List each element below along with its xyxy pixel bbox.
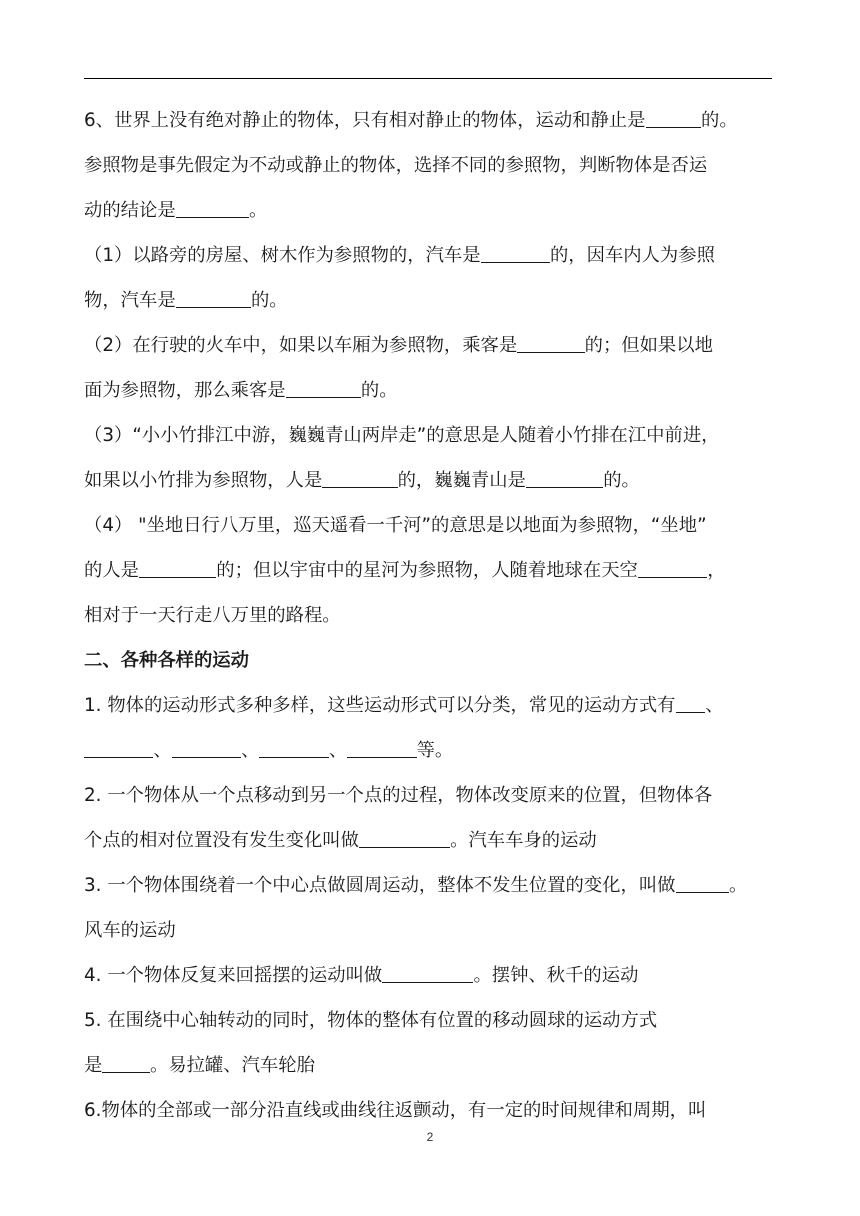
text-segment: （1）以路旁的房屋、树木作为参照物的，汽车是 [84,245,481,266]
text-line [84,908,780,953]
answer-blank [359,829,450,848]
answer-blank [176,289,251,308]
text-line [84,548,780,593]
text-segment: 的，巍巍青山是 [397,470,526,491]
text-line [84,368,780,413]
text-line [84,953,780,998]
answer-blank [347,739,416,758]
section-heading [84,638,780,683]
text-line [84,1043,780,1088]
text-segment: ， [707,560,726,581]
answer-blank [102,1054,150,1073]
text-segment: 面为参照物，那么乘客是 [84,380,286,401]
answer-blank [172,739,241,758]
answer-blank [646,109,702,128]
answer-blank [526,469,603,488]
text-segment: 、 [241,740,260,761]
text-segment: 风车的运动 [84,920,176,941]
answer-blank [176,199,249,218]
answer-blank [382,964,473,983]
text-segment: 相对于一天行走八万里的路程。 [84,605,341,626]
text-segment: （2）在行驶的火车中，如果以车厢为参照物，乘客是 [84,335,518,356]
text-segment: 。摆钟、秋千的运动 [473,965,639,986]
header-rule [84,78,772,79]
text-segment: 动的结论是 [84,200,176,221]
answer-blank [259,739,328,758]
text-segment: 二、各种各样的运动 [84,650,249,671]
answer-blank [638,559,707,578]
answer-blank [286,379,361,398]
text-segment: 的；但以宇宙中的星河为参照物，人随着地球在天空 [216,560,638,581]
text-line [84,1088,780,1133]
text-line [84,188,780,233]
document-body [84,98,780,1133]
text-segment: 的；但如果以地 [584,335,713,356]
text-line [84,683,780,728]
text-segment: 物，汽车是 [84,290,176,311]
text-segment: 3. 一个物体围绕着一个中心点做圆周运动，整体不发生位置的变化，叫做 [84,875,676,896]
answer-blank [676,874,730,893]
page-number: 2 [426,1130,434,1144]
text-segment: 6、世界上没有绝对静止的物体，只有相对静止的物体，运动和静止是 [84,110,646,131]
text-segment: 是 [84,1055,103,1076]
text-segment: 的人是 [84,560,139,581]
text-segment: 的。 [250,290,288,311]
text-line [84,503,780,548]
answer-blank [139,559,216,578]
text-segment: 参照物是事先假定为不动或静止的物体，选择不同的参照物，判断物体是否运 [84,155,708,176]
text-segment: 5. 在围绕中心轴转动的同时，物体的整体有位置的移动圆球的运动方式 [84,1010,658,1031]
text-line [84,323,780,368]
text-segment: 的。 [360,380,398,401]
text-segment: 的。 [603,470,640,491]
text-segment: 4. 一个物体反复来回摇摆的运动叫做 [84,965,383,986]
answer-blank [84,739,153,758]
text-line [84,773,780,818]
text-segment: 、 [153,740,172,761]
text-segment: 1. 物体的运动形式多种多样，这些运动形式可以分类，常见的运动方式有 [84,695,676,716]
text-segment: 、 [705,695,724,716]
text-line [84,593,780,638]
answer-blank [322,469,397,488]
answer-blank [517,334,584,353]
text-line [84,233,780,278]
text-segment: 。 [249,200,268,221]
text-segment: 个点的相对位置没有发生变化叫做 [84,830,359,851]
text-line [84,278,780,323]
answer-blank [676,694,706,713]
text-line [84,818,780,863]
text-segment: 。 [729,875,748,896]
text-segment: 的。 [701,110,738,131]
text-line [84,98,780,143]
text-line [84,143,780,188]
text-line [84,863,780,908]
text-segment: 等。 [416,740,454,761]
text-segment: 6.物体的全部或一部分沿直线或曲线往返颤动，有一定的时间规律和周期，叫 [84,1100,707,1121]
text-line [84,998,780,1043]
text-segment: 的，因车内人为参照 [549,245,715,266]
text-segment: 。汽车车身的运动 [450,830,597,851]
text-segment: 、 [328,740,348,761]
text-segment: 2. 一个物体从一个点移动到另一个点的过程，物体改变原来的位置，但物体各 [84,785,713,806]
text-segment: 如果以小竹排为参照物，人是 [84,470,323,491]
text-line [84,458,780,503]
text-segment: 。易拉罐、汽车轮胎 [149,1055,315,1076]
text-segment: （4） "坐地日行八万里，巡天遥看一千河”的意思是以地面为参照物，“坐地” [84,515,707,536]
text-segment: （3）“小小竹排江中游，巍巍青山两岸走”的意思是人随着小竹排在江中前进， [84,425,720,446]
text-line [84,413,780,458]
answer-blank [481,244,550,263]
text-line [84,728,780,773]
